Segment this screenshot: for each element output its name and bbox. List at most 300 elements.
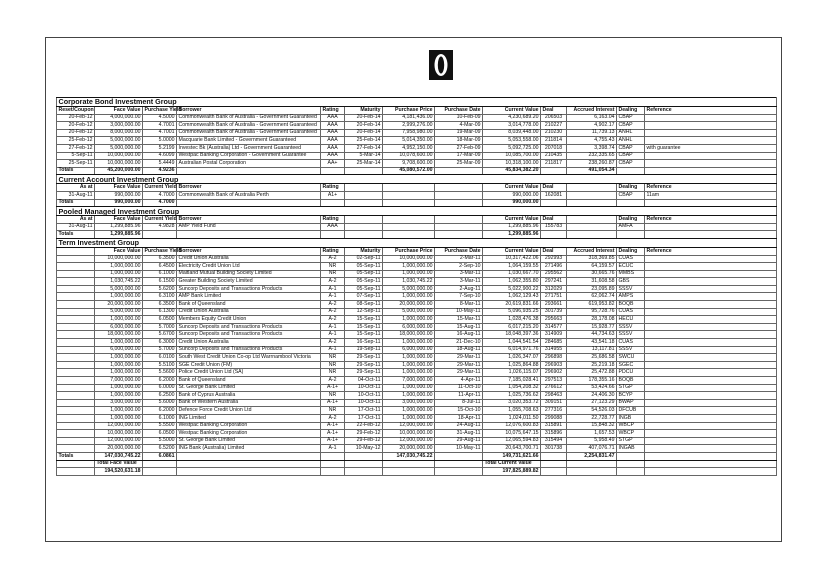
table-cell: 1,000,000.00	[383, 293, 435, 301]
table-cell: Credit Union Australia	[177, 339, 321, 347]
table-cell	[57, 278, 95, 286]
table-cell: 155783	[541, 223, 567, 231]
totals-cell	[617, 167, 645, 175]
table-cell: 297513	[541, 377, 567, 385]
table-cell: DFCUB	[617, 407, 645, 415]
table-cell: 210230	[541, 129, 567, 137]
column-header-row	[57, 216, 777, 224]
totals-cell	[645, 452, 777, 460]
table-cell: A-1	[321, 331, 345, 339]
table-cell: 08-Sep-11	[345, 301, 383, 309]
table-cell	[645, 152, 777, 160]
table-cell: 4.7001	[143, 129, 177, 137]
table-cell: 10-Oct-11	[345, 399, 383, 407]
table-cell: 20-Feb-12	[57, 114, 95, 122]
table-cell: 12,000,000.00	[95, 422, 143, 430]
table-cell: 20-Feb-14	[345, 114, 383, 122]
column-header: Reference	[645, 247, 777, 255]
table-cell: 6.1000	[143, 270, 177, 278]
organisation-logo	[429, 50, 453, 80]
table-cell: Macquarie Bank Limited - Government Guaranteed	[177, 137, 321, 145]
totals-cell	[345, 199, 383, 207]
table-cell	[57, 308, 95, 316]
table-cell: 04-Oct-11	[345, 377, 383, 385]
column-header: Deal	[541, 107, 567, 115]
column-header: Reference	[645, 216, 777, 224]
table-cell: 1,657.53	[567, 430, 617, 438]
table-cell: 7,000,000.00	[95, 377, 143, 385]
table-cell: 1,000,000.00	[383, 339, 435, 347]
table-cell: AAA	[321, 223, 345, 231]
table-cell: 309151	[541, 399, 567, 407]
table-cell: 31-Aug-11	[435, 430, 483, 438]
totals-cell	[567, 199, 617, 207]
totals-cell: Totals	[57, 167, 95, 175]
column-header: Deal	[541, 184, 567, 192]
table-cell	[383, 191, 435, 199]
table-cell: 20-Feb-12	[57, 122, 95, 130]
table-cell	[645, 270, 777, 278]
table-cell: 27,123.29	[567, 399, 617, 407]
table-cell: BWAP	[617, 399, 645, 407]
table-cell: 314909	[541, 331, 567, 339]
table-cell	[57, 323, 95, 331]
totals-cell: 4.7000	[143, 199, 177, 207]
totals-cell	[321, 452, 345, 460]
table-cell: AMPS	[617, 293, 645, 301]
totals-cell	[435, 452, 483, 460]
blank-cell	[435, 468, 483, 476]
totals-cell	[321, 199, 345, 207]
table-cell	[57, 377, 95, 385]
table-cell: 18,048,397.36	[483, 331, 541, 339]
column-header: Dealing	[617, 247, 645, 255]
blank-cell	[645, 468, 777, 476]
table-row	[57, 191, 777, 199]
table-row	[57, 293, 777, 301]
table-cell: 6.2500	[143, 392, 177, 400]
table-cell: 10-May-12	[345, 445, 383, 453]
table-cell: 5.7000	[143, 346, 177, 354]
table-cell: 3,000,000.00	[95, 122, 143, 130]
table-cell: 10,000,000.00	[95, 160, 143, 168]
table-cell: 1,000,000.00	[383, 414, 435, 422]
table-cell: 12,000,000.00	[383, 437, 435, 445]
totals-cell	[177, 167, 321, 175]
table-cell	[645, 392, 777, 400]
table-row	[57, 301, 777, 309]
table-cell: AA+	[321, 160, 345, 168]
table-cell: 4,000,000.00	[95, 114, 143, 122]
table-cell: 1,054,208.32	[483, 384, 541, 392]
table-cell: GBS	[617, 278, 645, 286]
table-cell: ANHL	[617, 137, 645, 145]
table-cell: 162081	[541, 191, 567, 199]
table-cell: Credit Union Australia	[177, 308, 321, 316]
column-header: Rating	[321, 107, 345, 115]
table-cell: 5,000,000.00	[383, 308, 435, 316]
blank-cell	[567, 460, 617, 468]
column-header: Purchase Date	[435, 107, 483, 115]
column-header: Current Value	[483, 247, 541, 255]
table-cell: 4-Apr-11	[435, 377, 483, 385]
table-cell: CBAP	[617, 114, 645, 122]
column-header	[435, 216, 483, 224]
totals-cell	[177, 231, 321, 239]
table-cell: 5,092,725.00	[483, 144, 541, 152]
table-cell: 1,044,541.54	[483, 339, 541, 347]
table-cell: 20,000,000.00	[383, 445, 435, 453]
table-cell: 17-Oct-11	[345, 407, 383, 415]
table-cell: Australian Postal Corporation	[177, 160, 321, 168]
blank-cell	[143, 468, 177, 476]
totals-cell: 6.0861	[143, 452, 177, 460]
column-header-row	[57, 107, 777, 115]
table-cell: Maitland Mutual Building Society Limited	[177, 270, 321, 278]
table-cell: 12,000,000.00	[383, 422, 435, 430]
table-cell: 6.4500	[143, 263, 177, 271]
table-cell: 210227	[541, 122, 567, 130]
total-current-value: 197,825,889.82	[483, 468, 541, 476]
table-cell: ANHL	[617, 129, 645, 137]
table-cell	[57, 414, 95, 422]
column-header: Reference	[645, 184, 777, 192]
column-header: Current Value	[483, 107, 541, 115]
table-cell: 1,000,000.00	[383, 361, 435, 369]
table-cell	[57, 392, 95, 400]
column-header: Current Yield	[144, 215, 177, 222]
column-header: Maturity	[345, 107, 383, 115]
column-header: Borrower	[177, 184, 321, 192]
blank-cell	[383, 468, 435, 476]
totals-cell	[567, 231, 617, 239]
table-cell: 10,085,700.00	[483, 152, 541, 160]
totals-cell: Totals	[57, 452, 95, 460]
table-cell: 1,000,000.00	[95, 361, 143, 369]
table-cell: 315494	[541, 437, 567, 445]
totals-cell: 2,254,831.47	[567, 452, 617, 460]
table-cell	[645, 308, 777, 316]
table-cell	[645, 223, 777, 231]
table-cell: 15-Sep-11	[345, 331, 383, 339]
table-cell: 11-Apr-11	[435, 392, 483, 400]
table-cell: 295663	[541, 316, 567, 324]
total-face-value: 194,520,631.18	[95, 468, 143, 476]
table-cell: 10,000,000.00	[383, 255, 435, 263]
table-cell: 314577	[541, 323, 567, 331]
table-row	[57, 285, 777, 293]
table-cell: CBAP	[617, 122, 645, 130]
table-row	[57, 392, 777, 400]
table-row	[57, 152, 777, 160]
table-cell	[645, 137, 777, 145]
table-cell: St. George Bank Limited	[177, 437, 321, 445]
blank-cell	[617, 460, 645, 468]
totals-cell	[541, 452, 567, 460]
table-cell: 16-Sep-11	[345, 339, 383, 347]
table-cell: AMP Yield Fund	[177, 223, 321, 231]
totals-cell	[645, 199, 777, 207]
table-cell	[645, 414, 777, 422]
column-header: Purchase Yield	[144, 106, 182, 113]
table-row	[57, 308, 777, 316]
table-cell	[645, 354, 777, 362]
table-cell: ING Bank (Australia) Limited	[177, 445, 321, 453]
table-cell	[645, 437, 777, 445]
table-row	[57, 422, 777, 430]
table-cell: NR	[321, 369, 345, 377]
table-cell: 3,014,778.00	[483, 122, 541, 130]
table-cell: 24-Aug-11	[435, 422, 483, 430]
table-cell: 31,608.58	[567, 278, 617, 286]
table-cell: A-2	[321, 339, 345, 347]
table-cell	[57, 437, 95, 445]
totals-cell: 491,054.34	[567, 167, 617, 175]
table-cell	[345, 223, 383, 231]
table-cell: 6.0500	[143, 430, 177, 438]
table-cell	[57, 293, 95, 301]
table-cell: 3,020,353.72	[483, 399, 541, 407]
table-cell: 1,000,000.00	[95, 392, 143, 400]
table-cell: 20,000,000.00	[95, 301, 143, 309]
table-cell: 1,064,159.55	[483, 263, 541, 271]
table-cell: AAA	[321, 152, 345, 160]
table-cell: 296902	[541, 369, 567, 377]
table-cell: ECUC	[617, 263, 645, 271]
totals-cell: 45,200,000.00	[95, 167, 143, 175]
table-cell: 271496	[541, 263, 567, 271]
table-cell	[645, 160, 777, 168]
table-cell: 6,000,000.00	[95, 323, 143, 331]
table-cell: St. George Bank Limited	[177, 384, 321, 392]
table-cell: 292993	[541, 255, 567, 263]
table-cell: 02-Sep-11	[345, 255, 383, 263]
table-cell: 64,159.57	[567, 263, 617, 271]
blank-cell	[57, 460, 95, 468]
totals-row	[57, 167, 777, 175]
table-cell	[645, 399, 777, 407]
table-cell: STGP	[617, 384, 645, 392]
group-title: Corporate Bond Investment Group	[57, 98, 777, 107]
column-header: Face Value	[95, 107, 143, 115]
table-cell: 6,000,000.00	[383, 346, 435, 354]
table-cell: South West Credit Union Co-op Ltd Warrnambool Victoria	[177, 354, 321, 362]
table-cell: 211817	[541, 160, 567, 168]
table-row	[57, 339, 777, 347]
column-header: Face Value	[95, 216, 143, 224]
table-cell: CUAS	[617, 255, 645, 263]
total-current-value-label: Total Current Value	[483, 460, 541, 468]
table-cell: 10,078,600.00	[383, 152, 435, 160]
table-cell: 1,299,885.96	[95, 223, 143, 231]
table-cell: 10,000,000.00	[95, 255, 143, 263]
table-cell: INGB	[617, 414, 645, 422]
table-cell: 6,163.04	[567, 114, 617, 122]
pooled-managed-group-title-row	[57, 207, 777, 216]
table-cell: 29-Sep-11	[345, 361, 383, 369]
blank-cell	[435, 460, 483, 468]
table-cell: 277316	[541, 407, 567, 415]
table-cell: 4.7000	[143, 191, 177, 199]
table-cell: 4,902.17	[567, 122, 617, 130]
table-cell: 29-Mar-11	[435, 354, 483, 362]
table-cell: 1,000,000.00	[95, 339, 143, 347]
totals-cell	[541, 199, 567, 207]
table-cell: 276612	[541, 384, 567, 392]
table-cell: BOQB	[617, 377, 645, 385]
investment-register-table	[56, 97, 777, 476]
totals-cell	[617, 452, 645, 460]
table-cell: SGEC	[617, 361, 645, 369]
table-cell	[57, 339, 95, 347]
table-cell: 15,928.77	[567, 323, 617, 331]
totals-cell	[645, 167, 777, 175]
table-row	[57, 160, 777, 168]
table-cell	[57, 346, 95, 354]
table-row	[57, 414, 777, 422]
table-cell: A-1+	[321, 384, 345, 392]
table-cell: 5.2199	[143, 144, 177, 152]
totals-cell: 990,000.00	[483, 199, 541, 207]
column-header-row	[57, 247, 777, 255]
table-cell: 1,000,000.00	[95, 316, 143, 324]
blank-cell	[645, 460, 777, 468]
table-cell	[645, 316, 777, 324]
table-cell: 5.4449	[143, 160, 177, 168]
blank-cell	[541, 468, 567, 476]
table-cell: 1,028,476.38	[483, 316, 541, 324]
table-cell: 5,096,935.25	[483, 308, 541, 316]
table-cell: 8,039,448.00	[483, 129, 541, 137]
table-row	[57, 445, 777, 453]
table-cell: A-1	[321, 323, 345, 331]
table-cell: Westpac Banking Corporation	[177, 422, 321, 430]
table-cell: Commonwealth Bank of Australia - Government Guaranteed	[177, 122, 321, 130]
table-cell	[57, 407, 95, 415]
table-cell: 29-Sep-11	[345, 354, 383, 362]
table-cell: 297241	[541, 278, 567, 286]
totals-cell: 45,834,382.20	[483, 167, 541, 175]
column-header: Current Yield	[144, 184, 177, 191]
table-cell: 10-Feb-09	[435, 114, 483, 122]
table-cell: 12,065,594.83	[483, 437, 541, 445]
table-cell: 1,030,745.22	[95, 278, 143, 286]
table-cell: 05-Sep-11	[345, 285, 383, 293]
table-cell: 21-Dec-10	[435, 339, 483, 347]
table-cell: 315891	[541, 422, 567, 430]
table-cell: 312029	[541, 285, 567, 293]
table-cell: PDCU	[617, 369, 645, 377]
table-cell: 238,260.87	[567, 160, 617, 168]
totals-cell: Totals	[57, 231, 95, 239]
current-account-group-title-row	[57, 175, 777, 184]
table-cell: 210435	[541, 152, 567, 160]
table-cell: 20-Feb-14	[345, 122, 383, 130]
table-cell: 6.0000	[143, 384, 177, 392]
table-cell: 6.1000	[143, 414, 177, 422]
column-header: Maturity	[345, 247, 383, 255]
table-cell: 2,999,276.00	[383, 122, 435, 130]
table-cell: AAA	[321, 114, 345, 122]
table-cell	[645, 331, 777, 339]
table-cell: Commonwealth Bank of Australia - Government Guaranteed	[177, 129, 321, 137]
table-cell	[57, 354, 95, 362]
table-cell: AAA	[321, 122, 345, 130]
table-cell: 29-Mar-11	[435, 369, 483, 377]
table-cell: 44,734.63	[567, 331, 617, 339]
column-header	[567, 184, 617, 192]
totals-cell	[383, 231, 435, 239]
column-header: Dealing	[617, 216, 645, 224]
table-cell	[57, 384, 95, 392]
table-cell: 7-Sep-10	[435, 293, 483, 301]
table-cell: 62,062.74	[567, 293, 617, 301]
totals-cell: 149,731,621.66	[483, 452, 541, 460]
column-header: As at	[57, 184, 95, 192]
table-cell: 18,000,000.00	[95, 331, 143, 339]
table-row	[57, 377, 777, 385]
table-cell: with guarantee	[645, 144, 777, 152]
table-cell: AAA	[321, 137, 345, 145]
table-cell: 1,024,011.50	[483, 414, 541, 422]
table-cell: 3-Mar-11	[435, 270, 483, 278]
blank-cell	[57, 468, 95, 476]
column-header: Face Value	[95, 247, 143, 255]
column-header: Borrower	[177, 247, 321, 255]
table-cell	[645, 361, 777, 369]
table-cell: 25-Feb-12	[57, 137, 95, 145]
column-header: Purchase Price	[383, 247, 435, 255]
table-cell: 15-Sep-11	[345, 316, 383, 324]
table-cell: 5-Mar-14	[345, 152, 383, 160]
table-row	[57, 144, 777, 152]
totals-row	[57, 199, 777, 207]
table-cell: 1,000,000.00	[95, 354, 143, 362]
table-cell: Greater Building Society Limited	[177, 278, 321, 286]
grand-total-label-row	[57, 460, 777, 468]
table-cell: A1+	[321, 191, 345, 199]
table-cell: A-2	[321, 301, 345, 309]
table-cell: 20,643,700.71	[483, 445, 541, 453]
totals-row	[57, 231, 777, 239]
table-cell: 6.5200	[143, 445, 177, 453]
table-cell: 11,739.13	[567, 129, 617, 137]
table-cell: 1,000,000.00	[383, 263, 435, 271]
table-cell: 15-Sep-11	[345, 323, 383, 331]
table-cell: Bank of Cyprus Australia	[177, 392, 321, 400]
blank-cell	[143, 460, 177, 468]
table-cell: 95,728.76	[567, 308, 617, 316]
table-cell: 13,117.81	[567, 346, 617, 354]
totals-cell	[617, 199, 645, 207]
blank-cell	[383, 460, 435, 468]
table-cell: 10-May-11	[435, 445, 483, 453]
table-cell: 1,000,000.00	[95, 407, 143, 415]
column-header	[435, 184, 483, 192]
table-cell: 5.5100	[143, 361, 177, 369]
table-cell: 5,000,000.00	[95, 308, 143, 316]
table-cell: 25-Sep-11	[57, 160, 95, 168]
table-cell: 10,000,000.00	[95, 152, 143, 160]
table-cell: Members Equity Credit Union	[177, 316, 321, 324]
table-cell: 318,369.85	[567, 255, 617, 263]
table-cell: 12,076,600.83	[483, 422, 541, 430]
column-header: Borrower	[177, 216, 321, 224]
table-cell: 299088	[541, 414, 567, 422]
totals-cell	[143, 231, 177, 239]
table-cell: 25,686.58	[567, 354, 617, 362]
table-cell: 30,665.76	[567, 270, 617, 278]
